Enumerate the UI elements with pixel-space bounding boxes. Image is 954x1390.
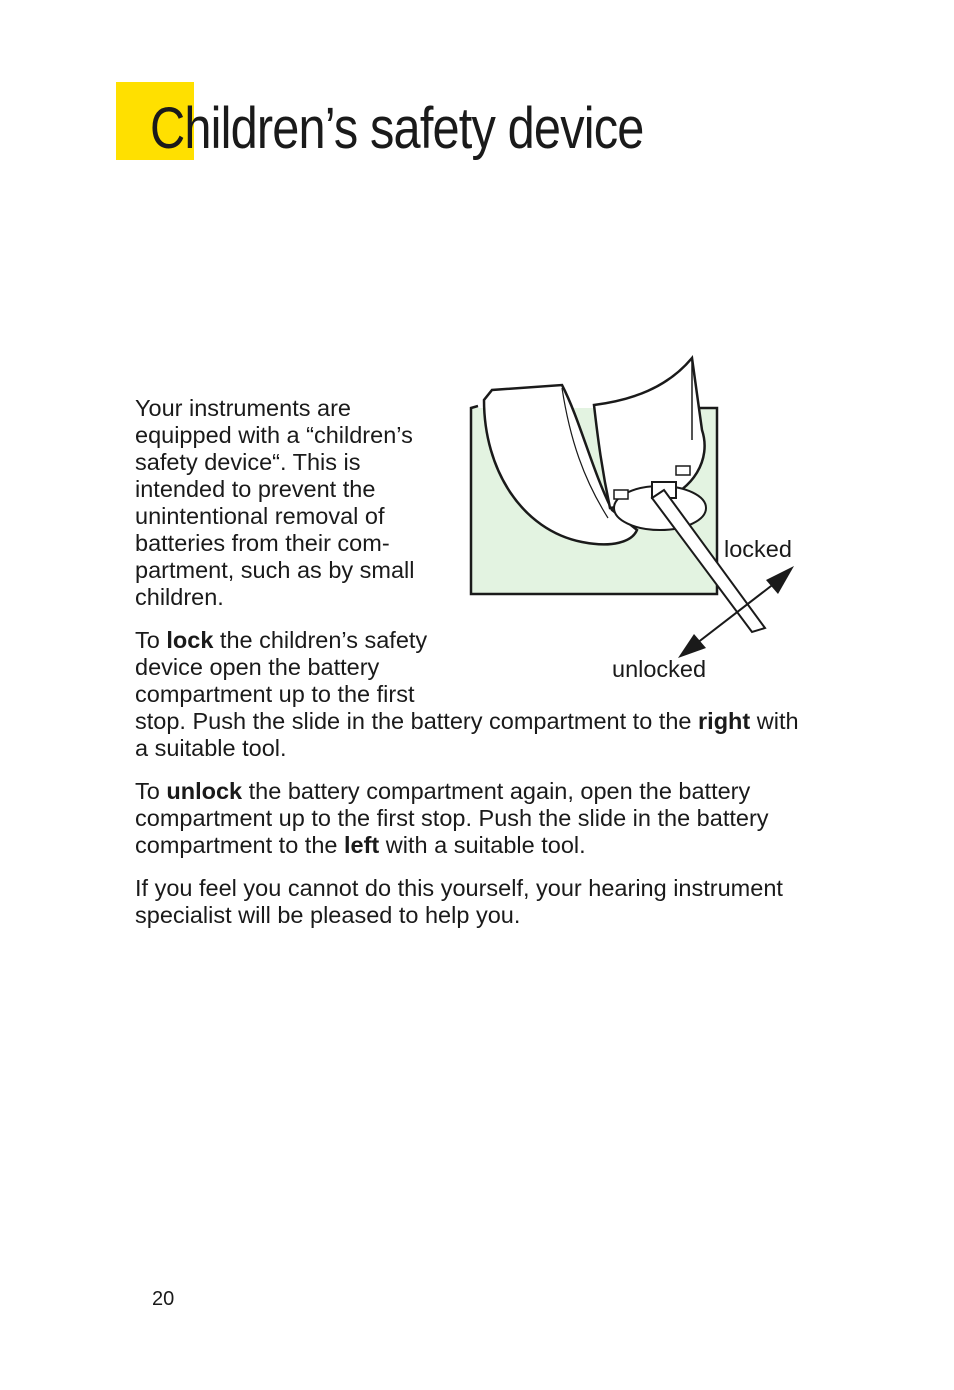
page-number: 20 <box>152 1288 175 1310</box>
lock-prefix: To <box>135 627 167 653</box>
unlock-keyword: unlock <box>166 778 243 804</box>
unlock-suffix: with a suitable tool. <box>379 832 586 858</box>
slide-catch-left <box>614 490 628 499</box>
label-unlocked: unlocked <box>612 656 707 682</box>
slide-catch-right <box>676 466 690 475</box>
arrow-head-locked <box>766 566 794 594</box>
page-title: Children’s safety device <box>150 96 644 161</box>
lock-keyword: lock <box>166 627 214 653</box>
arrow-head-unlocked <box>678 634 706 658</box>
intro-paragraph: Your instruments are equipped with a “children’s safety device“. This is intended to prevent the unintentional removal of batteries from their com-partment, such as by small children. <box>135 395 415 610</box>
label-locked: locked <box>724 536 792 562</box>
battery-lock-illustration <box>462 350 812 690</box>
unlock-prefix: To <box>135 778 167 804</box>
help-paragraph: If you feel you cannot do this yourself, your hearing instrument specialist will be pleased to help you. <box>135 875 783 928</box>
battery-compartment <box>594 358 705 508</box>
lock-direction: right <box>698 708 751 734</box>
lock-suffix: with a suitable tool. <box>135 708 799 761</box>
unlock-paragraph <box>135 778 800 859</box>
unlock-middle: the battery compartment again, open the battery compartment up to the first stop. Push the slide in the battery compartment to the <box>135 778 769 858</box>
unlock-direction: left <box>344 832 380 858</box>
lock-middle: the children’s safety device open the battery compartment up to the first stop. Push the slide in the battery compartment to the <box>135 627 699 734</box>
hearing-aid-battery-lock-icon <box>462 350 812 690</box>
